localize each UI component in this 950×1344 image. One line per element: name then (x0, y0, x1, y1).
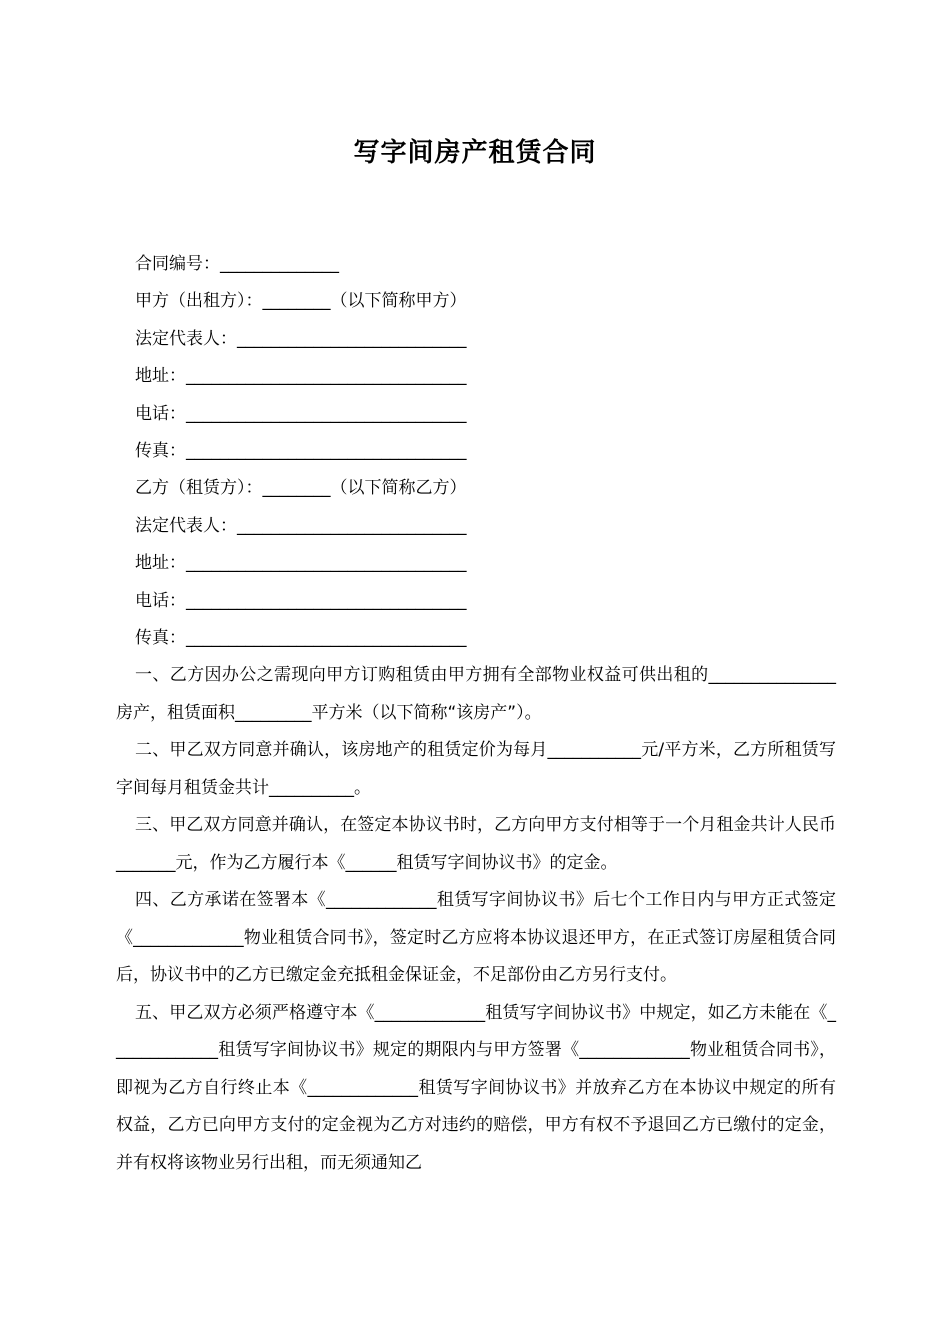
clause-4: 四、乙方承诺在签署本《_____________租赁写字间协议书》后七个工作日内与甲方正式签定《_____________物业租赁合同书》，签定时乙方应将本协议退还甲方，在正式签订房屋租赁合同后，协议书中的乙方已缴定金充抵租金保证金，不足部份由乙方另行支付。 (116, 890, 836, 985)
document-title: 写字间房产租赁合同 (353, 138, 597, 168)
party-a-address-field: 地址：_________________________________ (135, 366, 467, 387)
clause-2: 二、甲乙双方同意并确认，该房地产的租赁定价为每月___________元/平方米，乙方所租赁写字间每月租赁金共计__________。 (116, 740, 836, 798)
party-b-representative-field: 法定代表人：___________________________ (135, 515, 467, 536)
party-a-name-field: 甲方（出租方）：________（以下简称甲方） (135, 291, 467, 312)
clause-3: 三、甲乙双方同意并确认，在签定本协议书时，乙方向甲方支付相等于一个月租金共计人民币_______元，作为乙方履行本《______租赁写字间协议书》的定金。 (116, 815, 836, 873)
contract-clauses (116, 657, 836, 1182)
party-b-fax-field: 传真：_________________________________ (135, 627, 467, 648)
party-info-fields (135, 249, 535, 660)
party-a-fax-field: 传真：_________________________________ (135, 440, 467, 461)
clause-5: 五、甲乙双方必须严格遵守本《_____________租赁写字间协议书》中规定，如乙方未能在《_____________租赁写字间协议书》规定的期限内与甲方签署《_____________物业租赁合同书》，即视为乙方自行终止本《_____________租赁写字间协议书》并放弃乙方在本协议中规定的所有权益，乙方已向甲方支付的定金视为乙方对违约的赔偿，甲方有权不予退回乙方已缴付的定金，并有权将该物业另行出租，而无须通知乙 (116, 1002, 836, 1173)
party-b-phone-field: 电话：_________________________________ (135, 590, 467, 611)
party-b-name-field: 乙方（租赁方）：________（以下简称乙方） (135, 478, 467, 499)
clause-1: 一、乙方因办公之需现向甲方订购租赁由甲方拥有全部物业权益可供出租的_______________房产，租赁面积_________平方米（以下简称“该房产”）。 (116, 665, 836, 723)
party-a-representative-field: 法定代表人：___________________________ (135, 328, 467, 349)
party-a-phone-field: 电话：_________________________________ (135, 403, 467, 424)
contract-number-field: 合同编号：______________ (135, 254, 339, 274)
party-b-address-field: 地址：_________________________________ (135, 553, 467, 574)
